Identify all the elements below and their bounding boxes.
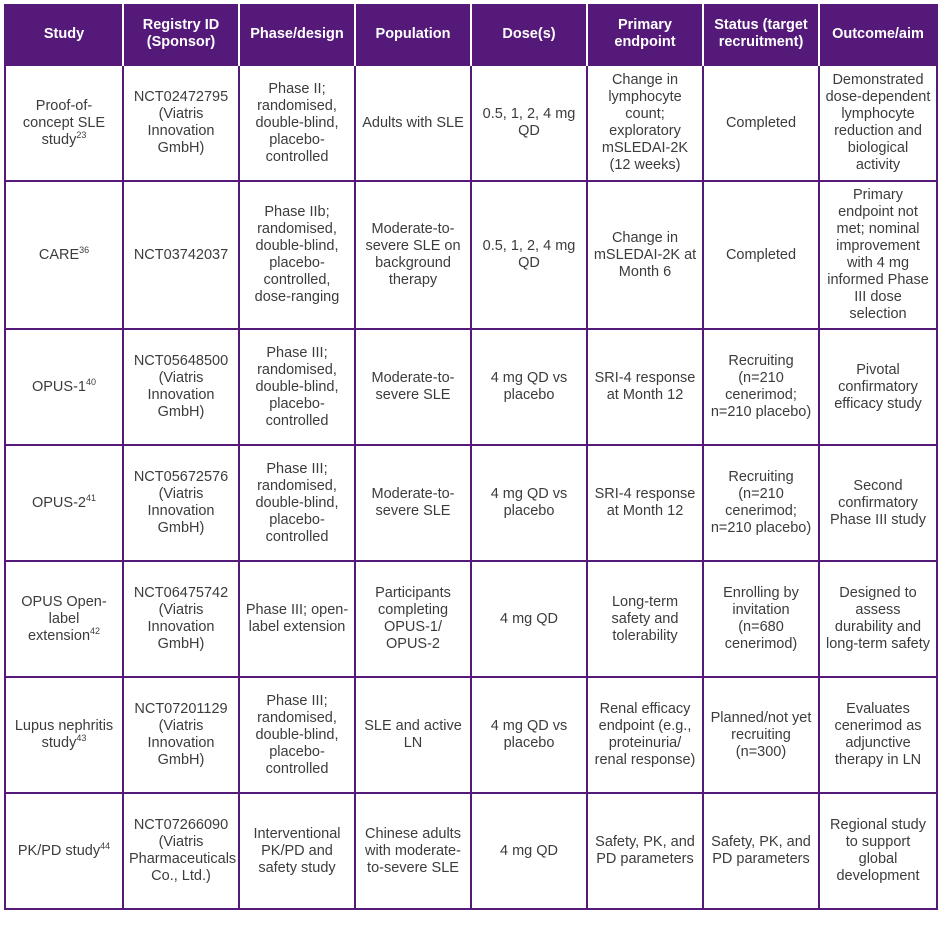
reference-number: 41 bbox=[85, 492, 96, 503]
cell-status: Completed bbox=[703, 65, 819, 181]
table-row bbox=[5, 677, 937, 793]
header-population: Population bbox=[355, 4, 471, 65]
cell-study bbox=[5, 677, 123, 793]
cell-population: Adults with SLE bbox=[355, 65, 471, 181]
cell-population: Moderate-to-severe SLE bbox=[355, 329, 471, 445]
study-name: OPUS-1 bbox=[31, 378, 86, 395]
cell-status: Recruiting (n=210 cenerimod; n=210 placebo) bbox=[703, 329, 819, 445]
cell-outcome: Pivotal confirmatory efficacy study bbox=[819, 329, 937, 445]
cell-study bbox=[5, 329, 123, 445]
cell-status: Recruiting (n=210 cenerimod; n=210 placebo) bbox=[703, 445, 819, 561]
study-name: CARE bbox=[38, 246, 80, 263]
study-name: OPUS Open-label extension bbox=[21, 593, 107, 644]
table-row bbox=[5, 329, 937, 445]
header-dose: Dose(s) bbox=[471, 4, 587, 65]
cell-registry: NCT03742037 bbox=[123, 181, 239, 329]
cell-study bbox=[5, 181, 123, 329]
cell-outcome: Primary endpoint not met; nominal improvement with 4 mg informed Phase III dose selection bbox=[819, 181, 937, 329]
study-name: OPUS-2 bbox=[31, 494, 86, 511]
cell-registry: NCT05672576 (Viatris Innovation GmbH) bbox=[123, 445, 239, 561]
cell-design: Interventional PK/PD and safety study bbox=[239, 793, 355, 909]
cell-dose: 4 mg QD vs placebo bbox=[471, 677, 587, 793]
header-design: Phase/design bbox=[239, 4, 355, 65]
cell-population: Chinese adults with moderate-to-severe SLE bbox=[355, 793, 471, 909]
cell-dose: 4 mg QD bbox=[471, 561, 587, 677]
cell-endpoint: SRI-4 response at Month 12 bbox=[587, 445, 703, 561]
cell-endpoint: Change in mSLEDAI-2K at Month 6 bbox=[587, 181, 703, 329]
cell-endpoint: Change in lymphocyte count; exploratory mSLEDAI-2K (12 weeks) bbox=[587, 65, 703, 181]
cell-population: SLE and active LN bbox=[355, 677, 471, 793]
table-row bbox=[5, 181, 937, 329]
cell-study bbox=[5, 561, 123, 677]
cell-design: Phase III; randomised, double-blind, placebo-controlled bbox=[239, 445, 355, 561]
cell-dose: 4 mg QD bbox=[471, 793, 587, 909]
cell-dose: 0.5, 1, 2, 4 mg QD bbox=[471, 181, 587, 329]
cell-endpoint: SRI-4 response at Month 12 bbox=[587, 329, 703, 445]
study-name: PK/PD study bbox=[17, 842, 101, 859]
reference-number: 43 bbox=[76, 733, 87, 744]
cell-population: Moderate-to-severe SLE on background therapy bbox=[355, 181, 471, 329]
cell-status: Safety, PK, and PD parameters bbox=[703, 793, 819, 909]
table-row bbox=[5, 793, 937, 909]
reference-number: 40 bbox=[85, 376, 96, 387]
cell-design: Phase IIb; randomised, double-blind, placebo-controlled, dose-ranging bbox=[239, 181, 355, 329]
header-study: Study bbox=[5, 4, 123, 65]
cell-outcome: Designed to assess durability and long-term safety bbox=[819, 561, 937, 677]
cell-population: Moderate-to-severe SLE bbox=[355, 445, 471, 561]
cell-registry: NCT07201129 (Viatris Innovation GmbH) bbox=[123, 677, 239, 793]
cell-dose: 0.5, 1, 2, 4 mg QD bbox=[471, 65, 587, 181]
header-row bbox=[5, 4, 937, 65]
cell-design: Phase III; open-label extension bbox=[239, 561, 355, 677]
cell-study bbox=[5, 65, 123, 181]
cell-dose: 4 mg QD vs placebo bbox=[471, 445, 587, 561]
table-row bbox=[5, 65, 937, 181]
header-outcome: Outcome/aim bbox=[819, 4, 937, 65]
table-row bbox=[5, 445, 937, 561]
cell-status: Planned/not yet recruiting (n=300) bbox=[703, 677, 819, 793]
cell-population: Participants completing OPUS-1/ OPUS-2 bbox=[355, 561, 471, 677]
cell-outcome: Regional study to support global development bbox=[819, 793, 937, 909]
cell-study bbox=[5, 793, 123, 909]
reference-number: 42 bbox=[90, 625, 101, 636]
study-name: Proof-of-concept SLE study bbox=[22, 97, 106, 148]
cell-design: Phase III; randomised, double-blind, placebo-controlled bbox=[239, 677, 355, 793]
reference-number: 44 bbox=[100, 840, 111, 851]
cell-design: Phase III; randomised, double-blind, placebo-controlled bbox=[239, 329, 355, 445]
cell-status: Enrolling by invitation (n=680 cenerimod) bbox=[703, 561, 819, 677]
header-status: Status (target recruitment) bbox=[703, 4, 819, 65]
cell-registry: NCT06475742 (Viatris Innovation GmbH) bbox=[123, 561, 239, 677]
cell-endpoint: Safety, PK, and PD parameters bbox=[587, 793, 703, 909]
reference-number: 23 bbox=[76, 129, 87, 140]
cell-study bbox=[5, 445, 123, 561]
cell-registry: NCT02472795 (Viatris Innovation GmbH) bbox=[123, 65, 239, 181]
header-endpoint: Primary endpoint bbox=[587, 4, 703, 65]
study-name: Lupus nephritis study bbox=[14, 718, 114, 751]
header-registry: Registry ID (Sponsor) bbox=[123, 4, 239, 65]
cell-dose: 4 mg QD vs placebo bbox=[471, 329, 587, 445]
cell-outcome: Evaluates cenerimod as adjunctive therapy in LN bbox=[819, 677, 937, 793]
cell-status: Completed bbox=[703, 181, 819, 329]
studies-table bbox=[4, 4, 938, 910]
cell-endpoint: Renal efficacy endpoint (e.g., proteinuria/ renal response) bbox=[587, 677, 703, 793]
cell-registry: NCT07266090 (Viatris Pharmaceuticals Co., Ltd.) bbox=[123, 793, 239, 909]
cell-design: Phase II; randomised, double-blind, placebo-controlled bbox=[239, 65, 355, 181]
cell-endpoint: Long-term safety and tolerability bbox=[587, 561, 703, 677]
cell-registry: NCT05648500 (Viatris Innovation GmbH) bbox=[123, 329, 239, 445]
cell-outcome: Second confirmatory Phase III study bbox=[819, 445, 937, 561]
table-row bbox=[5, 561, 937, 677]
cell-outcome: Demonstrated dose-dependent lymphocyte reduction and biological activity bbox=[819, 65, 937, 181]
reference-number: 36 bbox=[79, 244, 90, 255]
